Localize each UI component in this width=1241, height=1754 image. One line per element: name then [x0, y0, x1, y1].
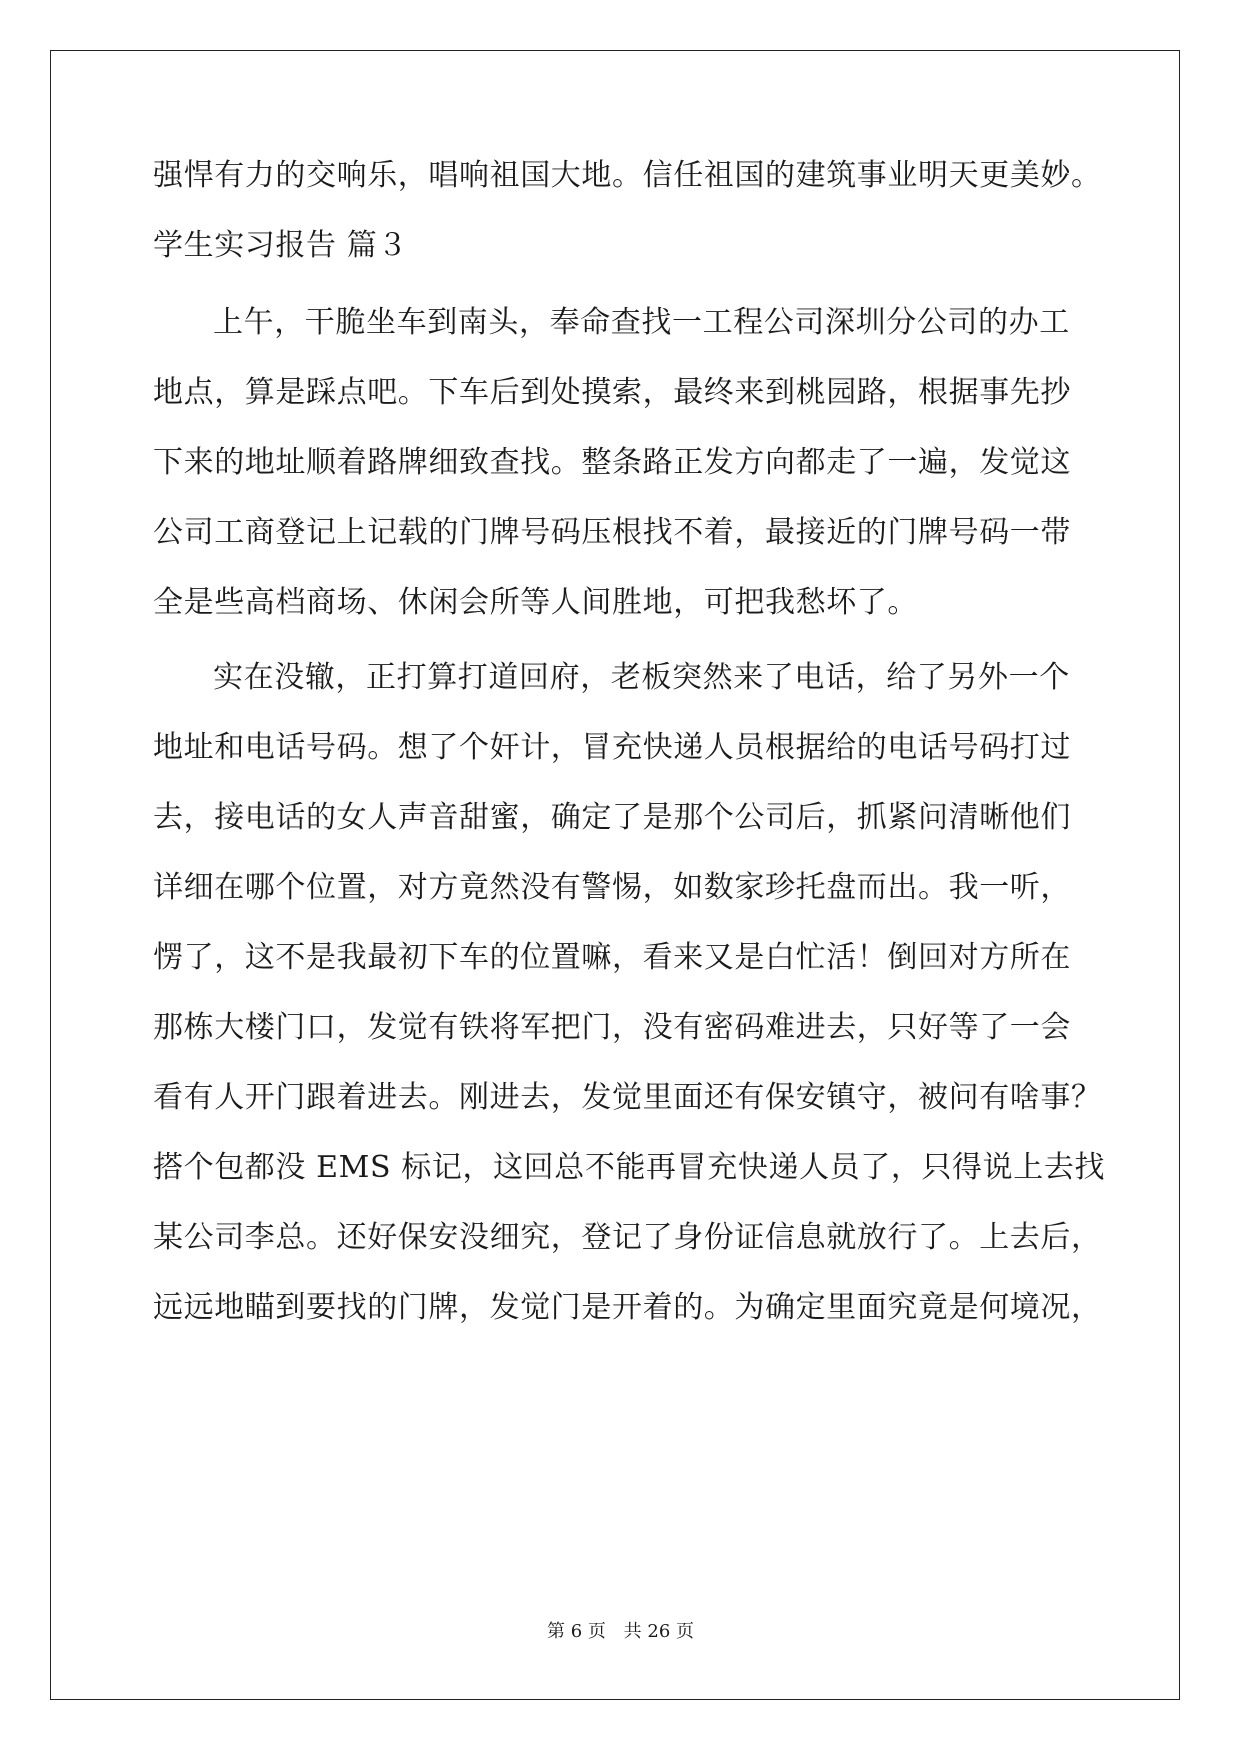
paragraph-2-line-2: 地址和电话号码。想了个奸计，冒充快递人员根据给的电话号码打过: [153, 730, 1071, 765]
page-footer: [0, 1620, 1241, 1644]
paragraph-1-line-1: 上午，干脆坐车到南头，奉命查找一工程公司深圳分公司的办工: [213, 305, 1070, 340]
paragraph-2-line-8: 搭个包都没 EMS 标记，这回总不能再冒充快递人员了，只得说上去找: [153, 1150, 1106, 1185]
paragraph-2-line-9: 某公司李总。还好保安没细究，登记了身份证信息就放行了。上去后，: [153, 1220, 1102, 1255]
paragraph-2-line-1: 实在没辙，正打算打道回府，老板突然来了电话，给了另外一个: [213, 660, 1070, 695]
paragraph-2-line-6: 那栋大楼门口，发觉有铁将军把门，没有密码难进去，只好等了一会: [153, 1010, 1071, 1045]
total-pages: 共 26 页: [623, 1621, 694, 1642]
paragraph-2-line-5: 愣了，这不是我最初下车的位置嘛，看来又是白忙活！倒回对方所在: [153, 940, 1071, 975]
paragraph-2-line-7: 看有人开门跟着进去。刚进去，发觉里面还有保安镇守，被问有啥事？: [153, 1080, 1102, 1115]
paragraph-1-line-4: 公司工商登记上记载的门牌号码压根找不着，最接近的门牌号码一带: [153, 515, 1071, 550]
paragraph-1-line-2: 地点，算是踩点吧。下车后到处摸索，最终来到桃园路，根据事先抄: [153, 375, 1071, 410]
paragraph-2-line-10: 远远地瞄到要找的门牌，发觉门是开着的。为确定里面究竟是何境况，: [153, 1290, 1102, 1325]
paragraph-1-line-3: 下来的地址顺着路牌细致查找。整条路正发方向都走了一遍，发觉这: [153, 445, 1071, 480]
page-number: 第 6 页: [547, 1621, 606, 1642]
section-heading: 学生实习报告 篇３: [153, 228, 408, 263]
paragraph-1-line-5: 全是些高档商场、休闲会所等人间胜地，可把我愁坏了。: [153, 585, 918, 620]
text-line-1: 强悍有力的交响乐，唱响祖国大地。信任祖国的建筑事业明天更美妙。: [153, 158, 1102, 193]
paragraph-2-line-3: 去，接电话的女人声音甜蜜，确定了是那个公司后，抓紧问清晰他们: [153, 800, 1071, 835]
paragraph-2-line-4: 详细在哪个位置，对方竟然没有警惕，如数家珍托盘而出。我一听，: [153, 870, 1071, 905]
